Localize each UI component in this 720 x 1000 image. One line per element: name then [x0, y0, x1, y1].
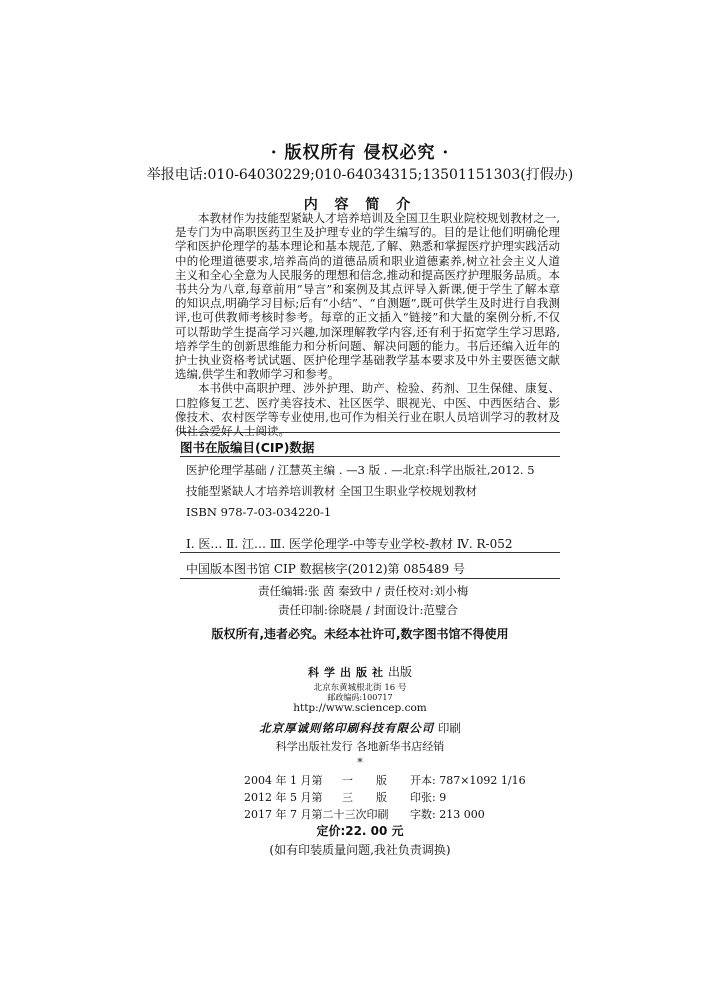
cip-classification: Ⅰ. 医… Ⅱ. 江… Ⅲ. 医学伦理学-中等专业学校-教材 Ⅳ. R-052: [186, 537, 513, 551]
publisher-name: 科学出版社: [307, 666, 388, 679]
cip-line-3: ISBN 978-7-03-034220-1: [186, 505, 332, 519]
intro-paragraph-2: 本书供中高职护理、涉外护理、助产、检验、药剂、卫生保健、康复、口腔修复工艺、医疗美容技术、社区医学、眼视光、中医、中西医结合、影像技术、农村医学等专业使用,也可作为相关行业在职人员培训学习的教材及供社会爱好人士阅读。: [175, 381, 560, 439]
quality-note: (如有印装质量问题,我社负责调换): [269, 843, 451, 857]
divider-cip-bottom: [180, 578, 560, 579]
edition-spec: 印张: 9: [410, 791, 447, 804]
copyright-title: · 版权所有 侵权必究 ·: [270, 143, 450, 163]
cip-line-2: 技能型紧缺人才培养培训教材 全国卫生职业学校规划教材: [186, 484, 478, 498]
publisher-line: [0, 663, 720, 680]
divider-top: [180, 432, 560, 433]
report-hotline: 举报电话:010-64030229;010-64034315;13501151303(打假办): [146, 167, 574, 183]
edition-date: 2012 年 5 月第: [244, 791, 323, 804]
printer-line: [0, 720, 720, 736]
cip-line-1: 医护伦理学基础 / 江慧英主编 . —3 版 . —北京:科学出版社,2012. 5: [186, 463, 535, 477]
edition-kind: 版: [376, 791, 387, 804]
intro-paragraph-1: 本教材作为技能型紧缺人才培养培训及全国卫生职业院校规划教材之一,是专门为中高职医药卫生及护理专业的学生编写的。目的是让他们明确伦理学和医护伦理学的基本理论和基本规范,了解、熟悉和掌握医疗护理实践活动中的伦理道德要求,培养高尚的道德品质和职业道德素养,树立社会主义人道主义和全心全意为人民服务的理想和信念,推动和提高医疗护理服务品质。本书共分为八章,每章前用“导言”和案例及其点评导入新课,便于学生了解本章的知识点,明确学习目标;后有“小结”、“自测题”,既可供学生及时进行自我测评,也可供教师考核时参考。每章的正文插入“链接”和大量的案例分析,不仅可以帮助学生提高学习兴趣,加深理解教学内容,还有利于拓宽学生学习思路,培养学生的创新思维能力和分析问题、解决问题的能力。书后还编入近年的护士执业资格考试试题、医护伦理学基础教学基本要求及中外主要医德文献选编,供学生和教师学习和参考。: [175, 211, 560, 382]
divider-cip-top: [180, 456, 560, 457]
edition-number: 三: [342, 791, 353, 804]
edition-date: 2004 年 1 月第: [244, 774, 323, 787]
edition-kind: 版: [376, 774, 387, 787]
edition-spec: 字数: 213 000: [410, 808, 485, 821]
rights-notice: 版权所有,违者必究。未经本社许可,数字图书馆不得使用: [211, 627, 509, 641]
edition-number: 一: [342, 774, 353, 787]
publisher-website: http://www.sciencep.com: [293, 702, 427, 714]
divider-cip-mid: [180, 552, 560, 553]
cip-header: 图书在版编目(CIP)数据: [180, 440, 315, 455]
edition-date: 2017 年 7 月第二十三次印刷: [244, 808, 389, 821]
price: 定价:22. 00 元: [316, 824, 404, 838]
cip-number: 中国版本图书馆 CIP 数据核字(2012)第 085489 号: [186, 562, 465, 576]
printer-suffix: 印刷: [434, 721, 461, 735]
printer-name: 北京厚诚则铭印刷科技有限公司: [259, 721, 435, 735]
staff-editors: 责任编辑:张 茵 秦致中 / 责任校对:刘小梅: [258, 584, 469, 598]
staff-production: 责任印制:徐晓晨 / 封面设计:范璧合: [278, 603, 458, 617]
publisher-suffix: 出版: [387, 665, 412, 679]
publisher-postal: 邮政编码:100717: [327, 693, 393, 702]
distribution-line: 科学出版社发行 各地新华书店经销: [275, 740, 445, 753]
intro-title: 内 容 简 介: [303, 197, 417, 213]
intro-body: [175, 211, 560, 438]
edition-spec: 开本: 787×1092 1/16: [410, 774, 526, 787]
separator-asterisk: *: [357, 756, 363, 769]
publisher-address: 北京东黄城根北街 16 号: [313, 683, 407, 693]
cip-block: [186, 460, 535, 523]
